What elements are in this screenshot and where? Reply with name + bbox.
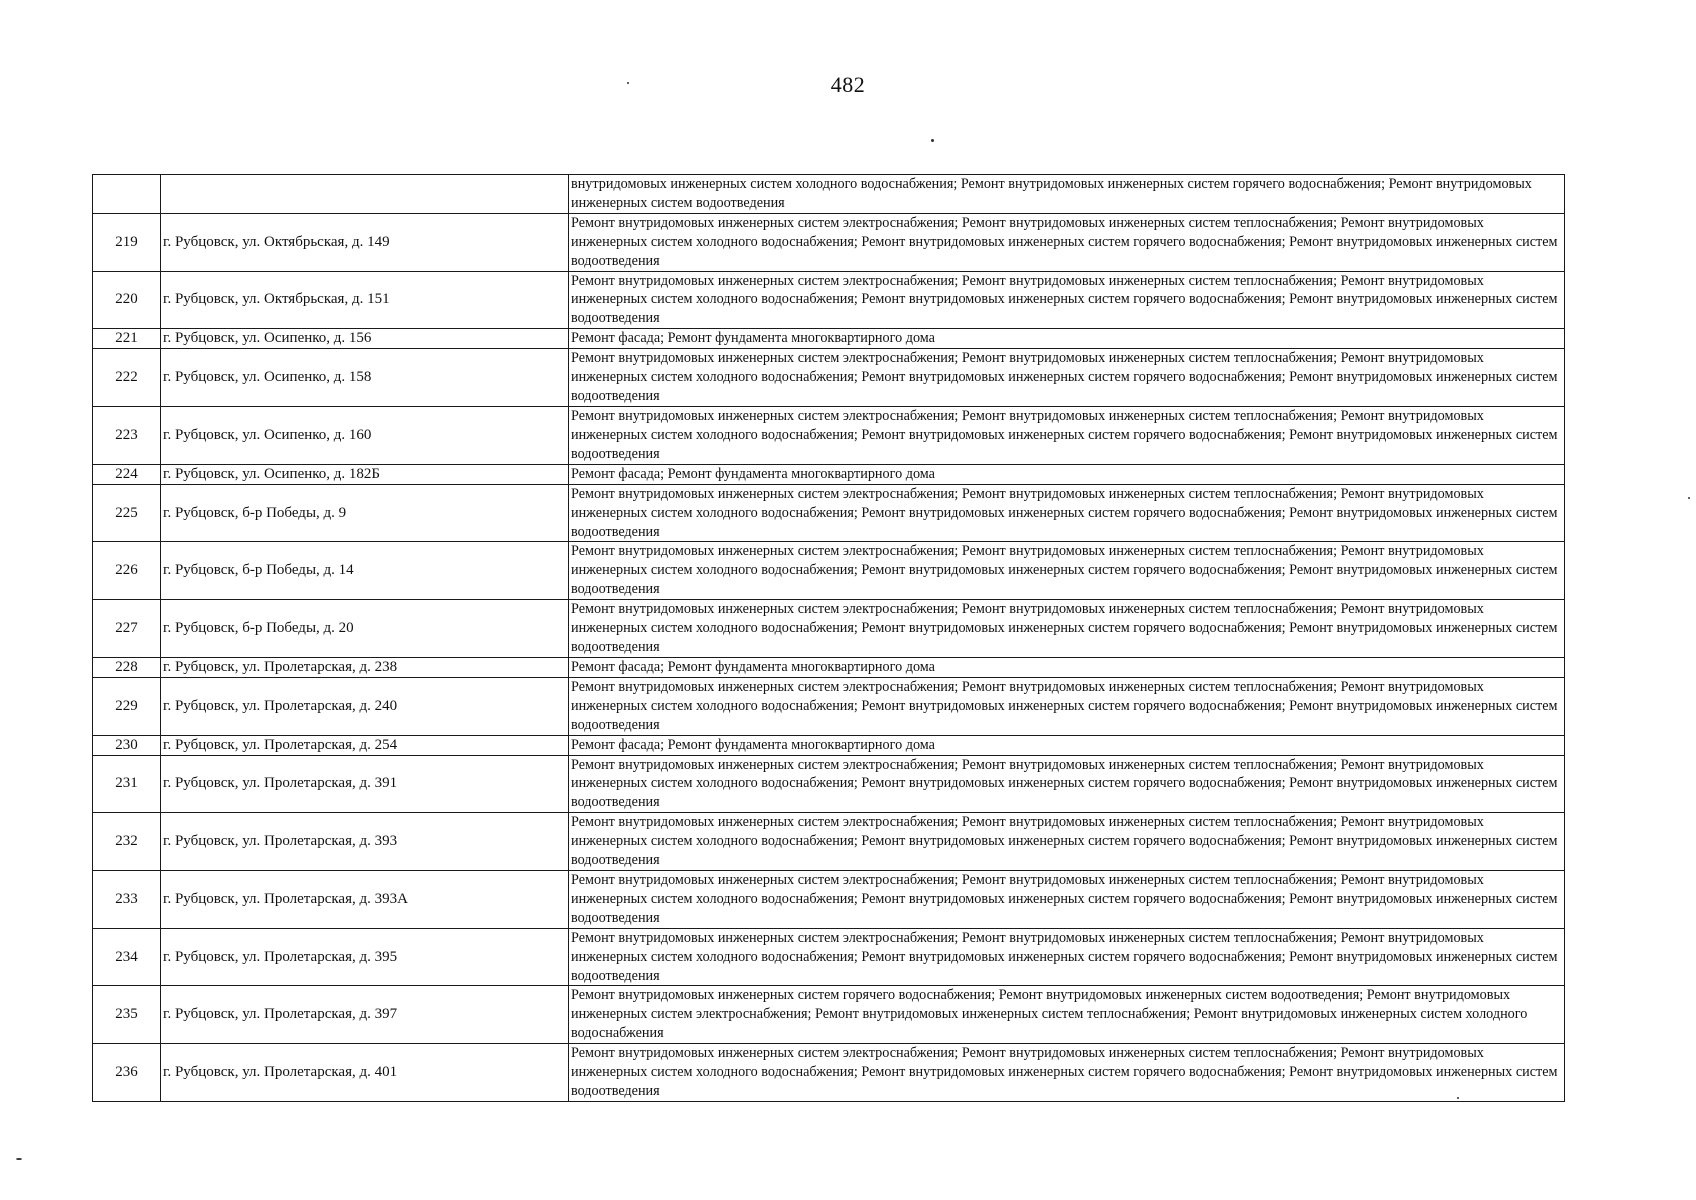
repair-works-cell [569,735,1565,755]
register-body [93,175,1565,1102]
table-row [93,271,1565,329]
repair-works-cell [569,349,1565,407]
table-row [93,349,1565,407]
building-address: г. Рубцовск, ул. Октябрьская, д. 151 [161,271,569,329]
row-number: 231 [93,755,161,813]
row-number: 236 [93,1044,161,1102]
repair-works-cell [569,464,1565,484]
building-address: г. Рубцовск, ул. Пролетарская, д. 391 [161,755,569,813]
repair-works-text: Ремонт внутридомовых инженерных систем электроснабжения; Ремонт внутридомовых инженерных систем теплоснабжения; Ремонт внутридомовых инженерных систем холодного водоснабжения; Ремонт внутридомовых инженерных систем горячего водоснабжения; Ремонт внутридомовых инженерных систем водоотведения [571,350,1558,405]
row-number: 221 [93,329,161,349]
table-row [93,175,1565,214]
row-number: 235 [93,986,161,1044]
building-address: г. Рубцовск, б-р Победы, д. 14 [161,542,569,600]
table-row [93,735,1565,755]
row-number: 219 [93,213,161,271]
table-row [93,657,1565,677]
scan-speck [627,82,629,84]
table-row [93,813,1565,871]
row-number: 228 [93,657,161,677]
scan-speck [1688,497,1690,499]
table-row [93,986,1565,1044]
repair-works-cell [569,484,1565,542]
repair-works-cell [569,755,1565,813]
table-row [93,464,1565,484]
table-row [93,755,1565,813]
repair-works-text: Ремонт внутридомовых инженерных систем электроснабжения; Ремонт внутридомовых инженерных систем теплоснабжения; Ремонт внутридомовых инженерных систем холодного водоснабжения; Ремонт внутридомовых инженерных систем горячего водоснабжения; Ремонт внутридомовых инженерных систем водоотведения [571,272,1558,327]
repair-works-text: Ремонт внутридомовых инженерных систем электроснабжения; Ремонт внутридомовых инженерных систем теплоснабжения; Ремонт внутридомовых инженерных систем холодного водоснабжения; Ремонт внутридомовых инженерных систем горячего водоснабжения; Ремонт внутридомовых инженерных систем водоотведения [571,929,1558,984]
repair-works-cell [569,406,1565,464]
row-number: 220 [93,271,161,329]
repair-works-cell [569,542,1565,600]
repair-works-cell [569,928,1565,986]
repair-works-cell [569,175,1565,214]
row-number [93,175,161,214]
row-number: 226 [93,542,161,600]
repair-works-text: Ремонт внутридомовых инженерных систем электроснабжения; Ремонт внутридомовых инженерных систем теплоснабжения; Ремонт внутридомовых инженерных систем холодного водоснабжения; Ремонт внутридомовых инженерных систем горячего водоснабжения; Ремонт внутридомовых инженерных систем водоотведения [571,543,1558,598]
table-row [93,600,1565,658]
repair-works-cell [569,271,1565,329]
repair-works-cell [569,871,1565,929]
row-number: 225 [93,484,161,542]
repair-works-text: Ремонт фасада; Ремонт фундамента многоквартирного дома [571,736,935,753]
building-address: г. Рубцовск, б-р Победы, д. 20 [161,600,569,658]
repair-works-text: Ремонт внутридомовых инженерных систем электроснабжения; Ремонт внутридомовых инженерных систем теплоснабжения; Ремонт внутридомовых инженерных систем холодного водоснабжения; Ремонт внутридомовых инженерных систем горячего водоснабжения; Ремонт внутридомовых инженерных систем водоотведения [571,756,1558,811]
repair-works-cell [569,657,1565,677]
repair-works-cell [569,329,1565,349]
repair-works-text: Ремонт внутридомовых инженерных систем горячего водоснабжения; Ремонт внутридомовых инженерных систем водоотведения; Ремонт внутридомовых инженерных систем электроснабжения; Ремонт внутридомовых инженерных систем теплоснабжения; Ремонт внутридомовых инженерных систем холодного водоснабжения [571,987,1528,1042]
building-address: г. Рубцовск, ул. Пролетарская, д. 393 [161,813,569,871]
repair-works-text: Ремонт внутридомовых инженерных систем электроснабжения; Ремонт внутридомовых инженерных систем теплоснабжения; Ремонт внутридомовых инженерных систем холодного водоснабжения; Ремонт внутридомовых инженерных систем горячего водоснабжения; Ремонт внутридомовых инженерных систем водоотведения [571,1045,1558,1099]
building-address: г. Рубцовск, ул. Пролетарская, д. 395 [161,928,569,986]
repair-works-text: Ремонт внутридомовых инженерных систем электроснабжения; Ремонт внутридомовых инженерных систем теплоснабжения; Ремонт внутридомовых инженерных систем холодного водоснабжения; Ремонт внутридомовых инженерных систем горячего водоснабжения; Ремонт внутридомовых инженерных систем водоотведения [571,214,1558,269]
repair-works-text: Ремонт внутридомовых инженерных систем электроснабжения; Ремонт внутридомовых инженерных систем теплоснабжения; Ремонт внутридомовых инженерных систем холодного водоснабжения; Ремонт внутридомовых инженерных систем горячего водоснабжения; Ремонт внутридомовых инженерных систем водоотведения [571,407,1558,462]
row-number: 222 [93,349,161,407]
building-address: г. Рубцовск, ул. Пролетарская, д. 254 [161,735,569,755]
repair-works-text: Ремонт внутридомовых инженерных систем электроснабжения; Ремонт внутридомовых инженерных систем теплоснабжения; Ремонт внутридомовых инженерных систем холодного водоснабжения; Ремонт внутридомовых инженерных систем горячего водоснабжения; Ремонт внутридомовых инженерных систем водоотведения [571,485,1558,540]
building-address: г. Рубцовск, ул. Пролетарская, д. 401 [161,1044,569,1102]
repair-works-text: Ремонт фасада; Ремонт фундамента многоквартирного дома [571,330,935,347]
building-address: г. Рубцовск, ул. Осипенко, д. 156 [161,329,569,349]
building-address: г. Рубцовск, ул. Осипенко, д. 158 [161,349,569,407]
repair-works-cell [569,213,1565,271]
table-row [93,542,1565,600]
repair-works-text: Ремонт внутридомовых инженерных систем электроснабжения; Ремонт внутридомовых инженерных систем теплоснабжения; Ремонт внутридомовых инженерных систем холодного водоснабжения; Ремонт внутридомовых инженерных систем горячего водоснабжения; Ремонт внутридомовых инженерных систем водоотведения [571,678,1558,733]
row-number: 232 [93,813,161,871]
scan-speck [16,1158,22,1160]
row-number: 223 [93,406,161,464]
table-row [93,1044,1565,1102]
row-number: 233 [93,871,161,929]
repair-works-text: Ремонт внутридомовых инженерных систем электроснабжения; Ремонт внутридомовых инженерных систем теплоснабжения; Ремонт внутридомовых инженерных систем холодного водоснабжения; Ремонт внутридомовых инженерных систем горячего водоснабжения; Ремонт внутридомовых инженерных систем водоотведения [571,814,1558,869]
repair-works-text: Ремонт фасада; Ремонт фундамента многоквартирного дома [571,658,935,675]
table-row [93,928,1565,986]
row-number: 229 [93,677,161,735]
table-row [93,484,1565,542]
row-number: 227 [93,600,161,658]
repair-works-cell [569,813,1565,871]
table-row [93,677,1565,735]
building-address: г. Рубцовск, ул. Октябрьская, д. 149 [161,213,569,271]
repair-works-text: внутридомовых инженерных систем холодного водоснабжения; Ремонт внутридомовых инженерных систем горячего водоснабжения; Ремонт внутридомовых инженерных систем водоотведения [571,176,1532,211]
repair-works-cell [569,600,1565,658]
building-address: г. Рубцовск, б-р Победы, д. 9 [161,484,569,542]
table-row [93,329,1565,349]
repair-works-cell [569,1044,1565,1102]
scan-speck [931,139,934,142]
repair-register-table [92,174,1565,1102]
page-number: 482 [830,72,866,97]
table-row [93,871,1565,929]
table-row [93,213,1565,271]
building-address: г. Рубцовск, ул. Пролетарская, д. 238 [161,657,569,677]
building-address: г. Рубцовск, ул. Осипенко, д. 182Б [161,464,569,484]
building-address: г. Рубцовск, ул. Пролетарская, д. 240 [161,677,569,735]
repair-works-text: Ремонт внутридомовых инженерных систем электроснабжения; Ремонт внутридомовых инженерных систем теплоснабжения; Ремонт внутридомовых инженерных систем холодного водоснабжения; Ремонт внутридомовых инженерных систем горячего водоснабжения; Ремонт внутридомовых инженерных систем водоотведения [571,601,1558,655]
repair-works-text: Ремонт фасада; Ремонт фундамента многоквартирного дома [571,465,935,482]
row-number: 230 [93,735,161,755]
row-number: 224 [93,464,161,484]
repair-works-cell [569,677,1565,735]
building-address: г. Рубцовск, ул. Пролетарская, д. 393А [161,871,569,929]
repair-works-text: Ремонт внутридомовых инженерных систем электроснабжения; Ремонт внутридомовых инженерных систем теплоснабжения; Ремонт внутридомовых инженерных систем холодного водоснабжения; Ремонт внутридомовых инженерных систем горячего водоснабжения; Ремонт внутридомовых инженерных систем водоотведения [571,872,1558,926]
row-number: 234 [93,928,161,986]
building-address: г. Рубцовск, ул. Пролетарская, д. 397 [161,986,569,1044]
building-address: г. Рубцовск, ул. Осипенко, д. 160 [161,406,569,464]
table-row [93,406,1565,464]
building-address [161,175,569,214]
repair-works-cell [569,986,1565,1044]
